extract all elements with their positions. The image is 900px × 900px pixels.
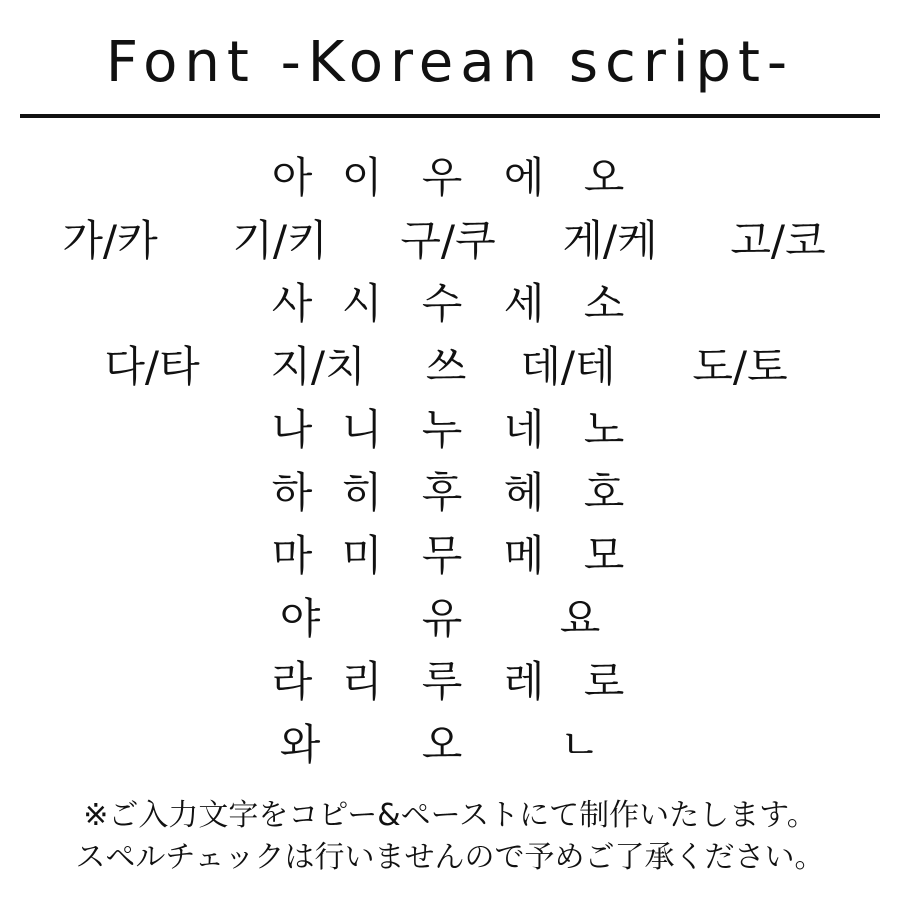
character-cell: 세 — [503, 279, 545, 328]
character-chart — [0, 146, 900, 776]
chart-row — [0, 335, 900, 398]
character-cell: 니 — [341, 405, 383, 454]
character-cell: 루 — [421, 657, 463, 706]
notice-text: ※ご入力文字をコピー&ペーストにて制作いたします。 — [83, 798, 817, 833]
character-cell: 레 — [503, 657, 545, 706]
character-cell: 유 — [421, 594, 463, 643]
character-cell: 구/쿠 — [400, 216, 496, 265]
character-cell: ㄴ — [559, 720, 601, 769]
page-title: Font -Korean script- — [105, 30, 795, 95]
chart-row — [0, 272, 900, 335]
character-cell: 요 — [559, 594, 601, 643]
character-cell: 이 — [341, 153, 383, 202]
character-cell: 지/치 — [270, 342, 366, 391]
character-cell: 노 — [583, 405, 625, 454]
character-cell: 호 — [583, 468, 625, 517]
chart-row — [0, 398, 900, 461]
character-cell: 오 — [583, 153, 625, 202]
character-cell: 게/케 — [562, 216, 658, 265]
chart-row — [0, 650, 900, 713]
character-cell: 소 — [583, 279, 625, 328]
character-cell: 헤 — [503, 468, 545, 517]
character-cell: 다/타 — [104, 342, 200, 391]
character-cell: 나 — [271, 405, 313, 454]
character-cell: 히 — [341, 468, 383, 517]
character-cell: 도/토 — [692, 342, 788, 391]
character-cell: 로 — [583, 657, 625, 706]
chart-row — [0, 713, 900, 776]
character-cell: 후 — [421, 468, 463, 517]
character-cell: 미 — [341, 531, 383, 580]
notice-text: スペルチェックは行いませんので予めご了承ください。 — [75, 840, 825, 875]
character-cell: 누 — [421, 405, 463, 454]
character-cell: 가/카 — [62, 216, 158, 265]
character-cell: 기/키 — [232, 216, 328, 265]
character-cell: 리 — [341, 657, 383, 706]
character-cell: 데/테 — [520, 342, 616, 391]
character-cell: 우 — [421, 153, 463, 202]
chart-row — [0, 146, 900, 209]
chart-row — [0, 461, 900, 524]
character-cell: 모 — [583, 531, 625, 580]
character-cell: 에 — [503, 153, 545, 202]
title-divider — [20, 114, 880, 118]
character-cell: 야 — [279, 594, 321, 643]
character-cell: 시 — [341, 279, 383, 328]
character-cell: 와 — [279, 720, 321, 769]
character-cell: 네 — [503, 405, 545, 454]
character-cell: 수 — [421, 279, 463, 328]
chart-row — [0, 587, 900, 650]
character-cell: 고/코 — [730, 216, 826, 265]
character-cell: 쓰 — [425, 342, 467, 391]
character-cell: 하 — [271, 468, 313, 517]
character-cell: 무 — [421, 531, 463, 580]
character-cell: 사 — [271, 279, 313, 328]
character-cell: 아 — [271, 153, 313, 202]
chart-row — [0, 209, 900, 272]
character-cell: 오 — [421, 720, 463, 769]
character-cell: 라 — [271, 657, 313, 706]
character-cell: 메 — [503, 531, 545, 580]
chart-row — [0, 524, 900, 587]
character-cell: 마 — [271, 531, 313, 580]
